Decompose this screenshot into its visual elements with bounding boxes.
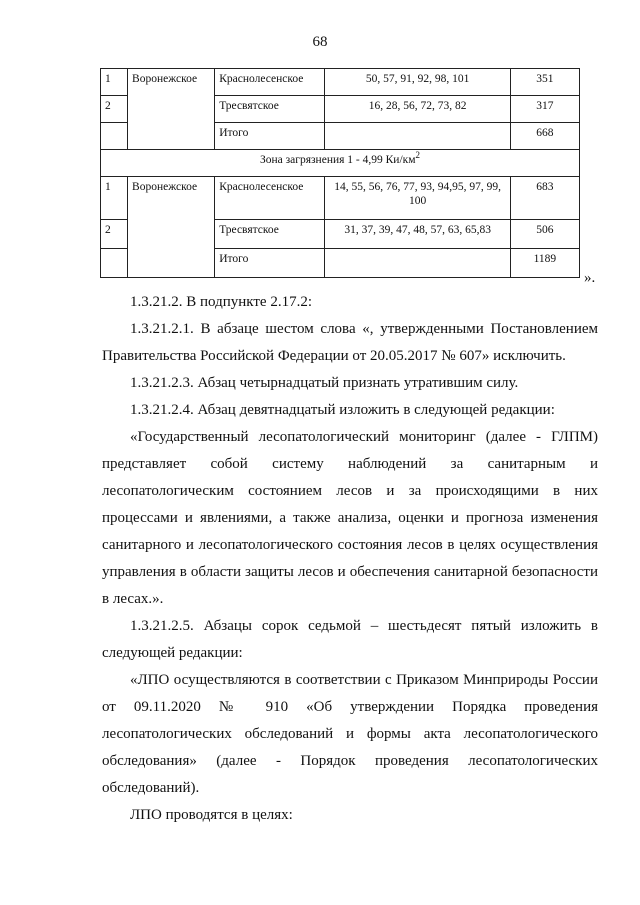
paragraph-line: обследований).	[102, 780, 200, 796]
total-label-cell: Итого	[215, 123, 325, 150]
zone-header-cell	[101, 150, 580, 177]
row-number-cell: 1	[101, 177, 128, 220]
paragraph-line: от 09.11.2020 № 910 «Об утверждении Порядка проведения	[102, 699, 598, 715]
paragraph-line: управления в области защиты лесов и обеспечения санитарной безопасности	[102, 564, 598, 580]
row-number-cell: 1	[101, 69, 128, 96]
paragraph-line: обследования» (далее - Порядок проведения лесопатологических	[102, 753, 598, 769]
row-number-cell	[101, 249, 128, 278]
paragraph-line: следующей редакции:	[102, 645, 243, 661]
region-cell: Воронежское	[128, 177, 215, 278]
quarters-cell	[325, 123, 510, 150]
page-number: 68	[312, 34, 328, 50]
table-row	[101, 69, 580, 96]
zone-header-text: Зона загрязнения 1 - 4,99 Ки/км	[259, 154, 416, 166]
zone-header-superscript: 2	[415, 150, 421, 161]
row-number-cell: 2	[101, 96, 128, 123]
quarters-cell	[325, 249, 510, 278]
paragraph-line: процессами и явлениями, а также анализа, оценки и прогноза изменения	[102, 510, 598, 526]
paragraph-line: в лесах.».	[102, 591, 164, 607]
total-area-cell: 668	[510, 123, 579, 150]
area-cell: 351	[510, 69, 579, 96]
paragraph-line: 1.3.21.2.3. Абзац четырнадцатый признать утратившим силу.	[130, 375, 519, 391]
zone-header-row	[101, 150, 580, 177]
area-cell: 683	[510, 177, 579, 220]
paragraph-line: 1.3.21.2.5. Абзацы сорок седьмой – шестьдесят пятый изложить в	[130, 618, 598, 634]
contamination-zones-table	[100, 68, 580, 278]
district-cell: Краснолесенское	[215, 69, 325, 96]
paragraph-line: лесопатологических обследований и формы акта лесопатологического	[102, 726, 598, 742]
paragraph-line: Правительства Российской Федерации от 20.05.2017 № 607» исключить.	[102, 348, 566, 364]
region-cell: Воронежское	[128, 69, 215, 150]
quarters-cell: 16, 28, 56, 72, 73, 82	[325, 96, 510, 123]
paragraph-line: лесопатологическим состоянием лесов и за происходящими в них	[102, 483, 598, 499]
paragraph-line: 1.3.21.2.1. В абзаце шестом слова «, утвержденными Постановлением	[130, 321, 598, 337]
row-number-cell	[101, 123, 128, 150]
quarters-cell: 14, 55, 56, 76, 77, 93, 94,95, 97, 99, 100	[325, 177, 510, 220]
paragraph-line: «ЛПО осуществляются в соответствии с Приказом Минприроды России	[130, 672, 598, 688]
closing-quote: ».	[584, 270, 596, 286]
quarters-cell: 50, 57, 91, 92, 98, 101	[325, 69, 510, 96]
district-cell: Тресвятское	[215, 96, 325, 123]
paragraph-line: 1.3.21.2. В подпункте 2.17.2:	[130, 294, 313, 310]
row-number-cell: 2	[101, 220, 128, 249]
paragraph-line: ЛПО проводятся в целях:	[130, 807, 293, 823]
paragraph-line: «Государственный лесопатологический мониторинг (далее - ГЛПМ)	[130, 429, 598, 445]
table-row	[101, 177, 580, 220]
area-cell: 317	[510, 96, 579, 123]
total-label-cell: Итого	[215, 249, 325, 278]
paragraph-line: представляет собой систему наблюдений за санитарным и	[102, 456, 598, 472]
paragraph-line: 1.3.21.2.4. Абзац девятнадцатый изложить в следующей редакции:	[130, 402, 555, 418]
total-area-cell: 1189	[510, 249, 579, 278]
quarters-cell: 31, 37, 39, 47, 48, 57, 63, 65,83	[325, 220, 510, 249]
area-cell: 506	[510, 220, 579, 249]
district-cell: Краснолесенское	[215, 177, 325, 220]
district-cell: Тресвятское	[215, 220, 325, 249]
paragraph-line: санитарного и лесопатологического состояния лесов в целях осуществления	[102, 537, 598, 553]
